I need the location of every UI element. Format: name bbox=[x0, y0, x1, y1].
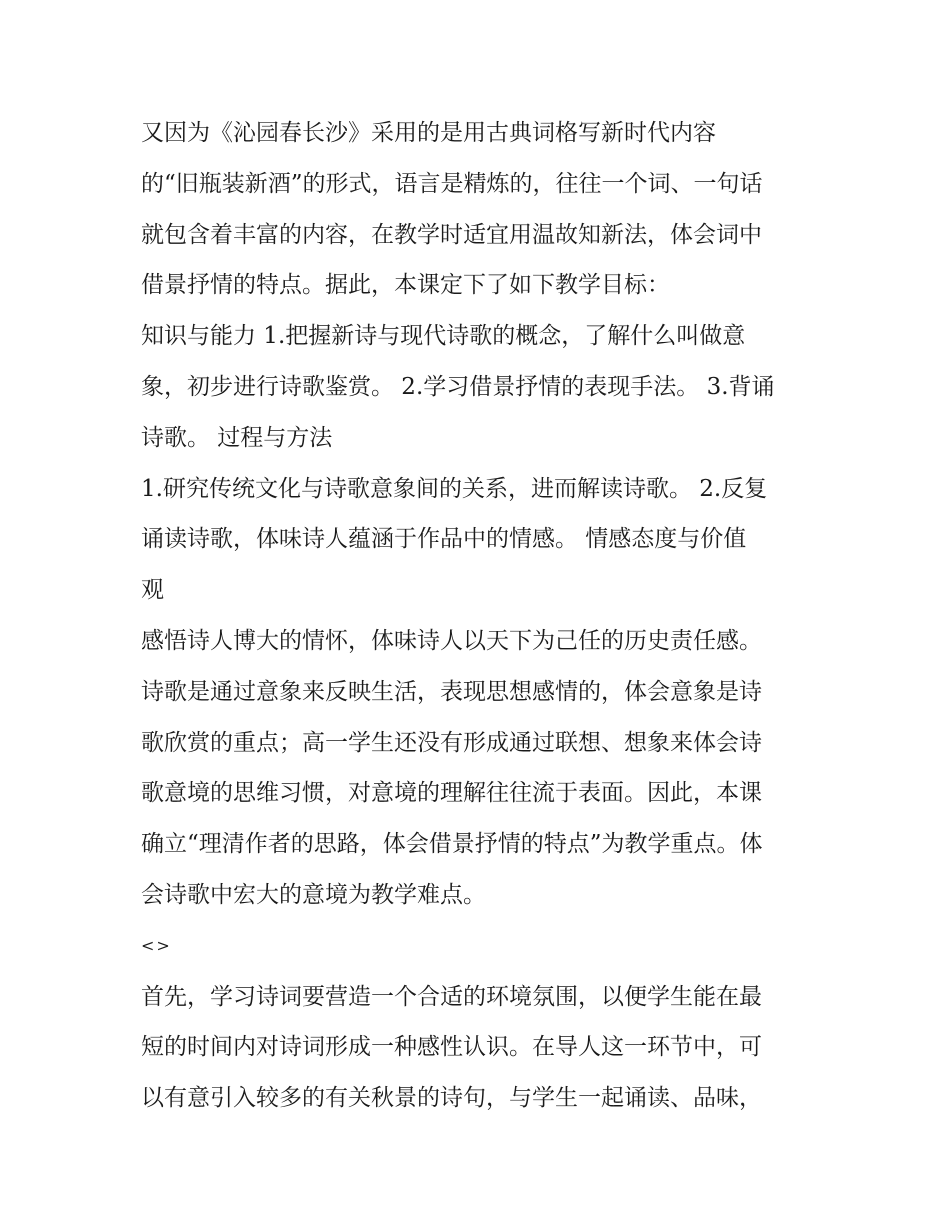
text-line: 短的时间内对诗词形成一种感性认识。在导人这一环节中，可 bbox=[141, 1034, 762, 1061]
text-line: 1.研究传统文化与诗歌意象间的关系，进而解读诗歌。 2.反复 bbox=[141, 475, 768, 502]
text-line: 就包含着丰富的内容，在教学时适宜用温故知新法，体会词中 bbox=[141, 221, 762, 248]
text-line: 以有意引入较多的有关秋景的诗句，与学生一起诵读、品味， bbox=[141, 1085, 762, 1112]
text-line: 首先，学习诗词要营造一个合适的环境氛围，以便学生能在最 bbox=[141, 983, 762, 1010]
text-line: 诗歌。 过程与方法 bbox=[141, 424, 333, 451]
section-marker: <> bbox=[141, 935, 172, 955]
text-line: 观 bbox=[141, 577, 164, 604]
text-line: 又因为《沁园春长沙》采用的是用古典词格写新时代内容 bbox=[141, 120, 716, 146]
text-line: 诵读诗歌，体味诗人蕴涵于作品中的情感。 情感态度与价值 bbox=[141, 526, 747, 553]
document-body bbox=[141, 108, 821, 1124]
text-line: 象，初步进行诗歌鉴赏。 2.学习借景抒情的表现手法。 3.背诵 bbox=[141, 373, 775, 400]
text-line: 歌欣赏的重点；高一学生还没有形成通过联想、想象来体会诗 bbox=[141, 729, 762, 756]
text-line: 确立“理清作者的思路，体会借景抒情的特点”为教学重点。体 bbox=[141, 831, 763, 858]
text-line: 知识与能力 1.把握新诗与现代诗歌的概念，了解什么叫做意 bbox=[141, 323, 746, 350]
text-line: 借景抒情的特点。据此，本课定下了如下教学目标： bbox=[141, 272, 670, 299]
text-line: 会诗歌中宏大的意境为教学难点。 bbox=[141, 881, 486, 908]
text-line: 的“旧瓶装新酒”的形式，语言是精炼的，往往一个词、一句话 bbox=[141, 170, 763, 197]
text-line: 歌意境的思维习惯，对意境的理解往往流于表面。因此，本课 bbox=[141, 780, 762, 807]
text-line: 感悟诗人博大的情怀，体味诗人以天下为己任的历史责任感。 bbox=[141, 627, 762, 654]
text-line: 诗歌是通过意象来反映生活，表现思想感情的，体会意象是诗 bbox=[141, 678, 762, 705]
